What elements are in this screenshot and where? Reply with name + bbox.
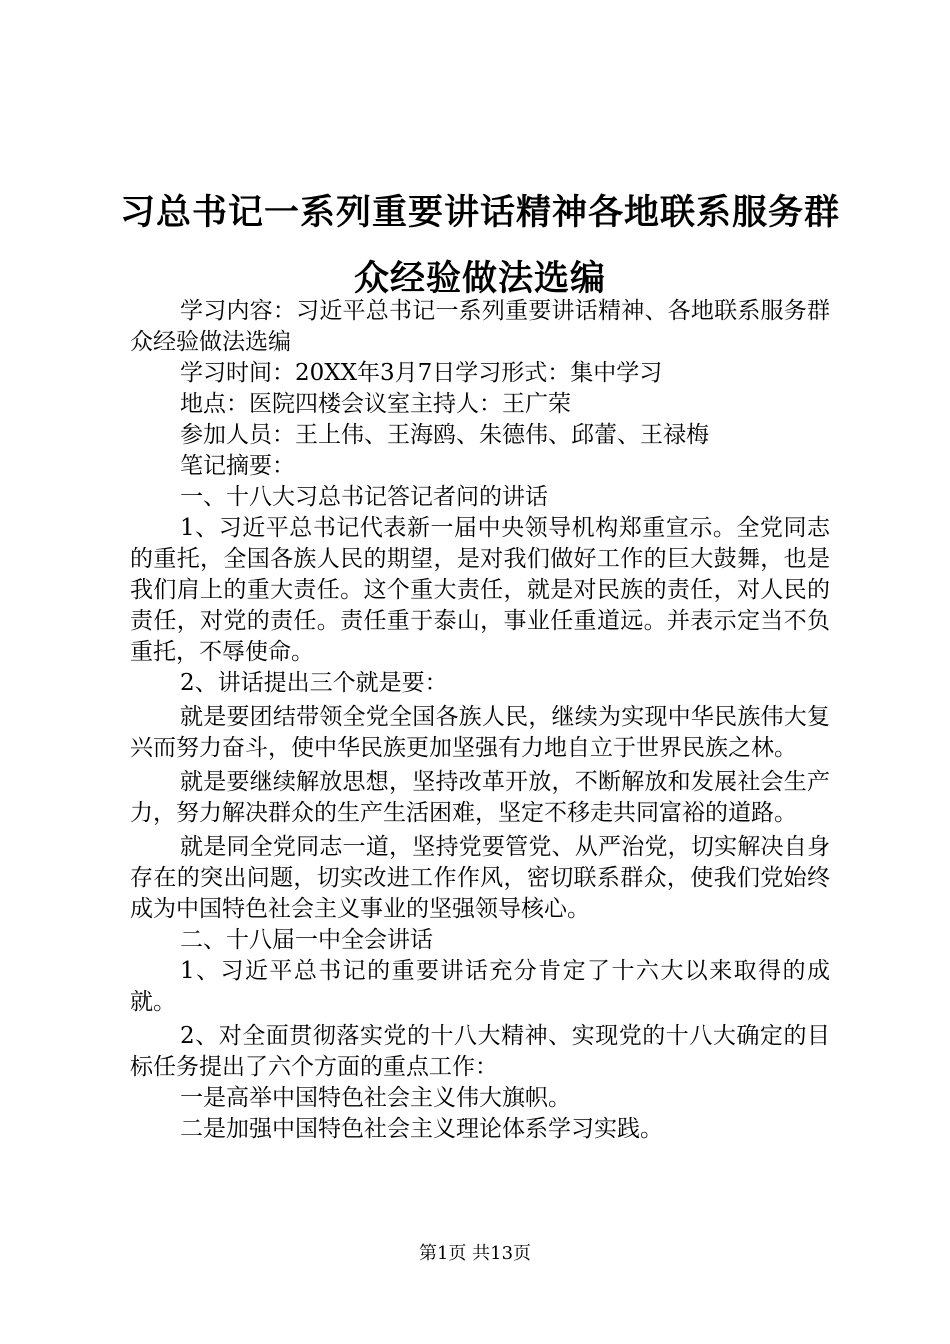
paragraph-participants: 参加人员：王上伟、王海鸥、朱德伟、邱蕾、王禄梅 (180, 422, 709, 448)
paragraph-point-3: 就是同全党同志一道，坚持党要管党、从严治党，切实解决自身存在的突出问题，切实改进工作作风，密切联系群众，使我们党始终成为中国特色社会主义事业的坚强领导核心。 (130, 834, 830, 922)
paragraph-task-1: 一是高举中国特色社会主义伟大旗帜。 (180, 1085, 571, 1111)
paragraph-study-content: 学习内容：习近平总书记一系列重要讲话精神、各地联系服务群众经验做法选编 (130, 298, 830, 355)
section-heading-2: 二、十八届一中全会讲话 (180, 927, 433, 953)
paragraph-item-2-2: 2、对全面贯彻落实党的十八大精神、实现党的十八大确定的目标任务提出了六个方面的重点工作： (130, 1023, 830, 1080)
paragraph-task-2: 二是加强中国特色社会主义理论体系学习实践。 (180, 1116, 663, 1142)
page-footer: 第1页 共13页 (418, 1243, 532, 1264)
document-title: 习总书记一系列重要讲话精神各地联系服务群众经验做法选编 (120, 193, 841, 299)
paragraph-location: 地点：医院四楼会议室主持人：王广荣 (180, 391, 571, 417)
paragraph-item-2-1: 1、习近平总书记的重要讲话充分肯定了十六大以来取得的成就。 (130, 958, 830, 1015)
paragraph-point-1: 就是要团结带领全党全国各族人民，继续为实现中华民族伟大复兴而努力奋斗，使中华民族更加坚强有力地自立于世界民族之林。 (130, 704, 830, 761)
paragraph-study-time: 学习时间：20XX年3月7日学习形式：集中学习 (180, 360, 663, 386)
paragraph-item-1-2: 2、讲话提出三个就是要： (180, 670, 448, 696)
paragraph-notes-heading: 笔记摘要： (180, 453, 295, 479)
document-body (130, 296, 830, 1145)
paragraph-point-2: 就是要继续解放思想，坚持改革开放，不断解放和发展社会生产力，努力解决群众的生产生活困难，坚定不移走共同富裕的道路。 (130, 769, 830, 826)
section-heading-1: 一、十八大习总书记答记者问的讲话 (180, 484, 548, 510)
paragraph-item-1-1: 1、习近平总书记代表新一届中央领导机构郑重宣示。全党同志的重托，全国各族人民的期望，是对我们做好工作的巨大鼓舞，也是我们肩上的重大责任。这个重大责任，就是对民族的责任，对人民的责任，对党的责任。责任重于泰山，事业任重道远。并表示定当不负重托，不辱使命。 (130, 515, 830, 665)
